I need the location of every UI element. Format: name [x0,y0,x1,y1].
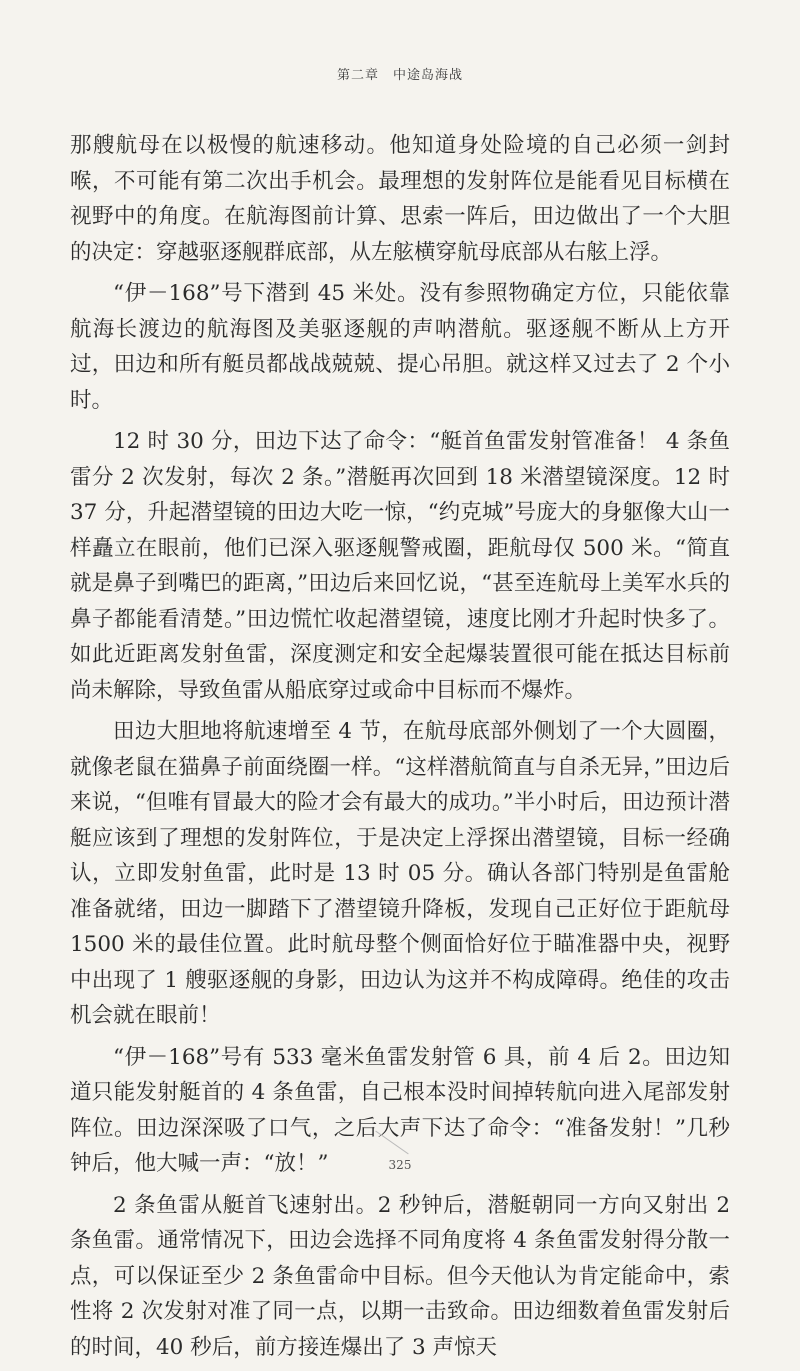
paragraph: 那艘航母在以极慢的航速移动。他知道身处险境的自己必须一剑封喉，不可能有第二次出手机会。最理想的发射阵位是能看见目标横在视野中的角度。在航海图前计算、思索一阵后，田边做出了一个大胆的决定：穿越驱逐舰群底部，从左舷横穿航母底部从右舷上浮。 [70,133,730,265]
paragraph: “伊－168”号下潜到 45 米处。没有参照物确定方位，只能依靠航海长渡边的航海图及美驱逐舰的声呐潜航。驱逐舰不断从上方开过，田边和所有艇员都战战兢兢、提心吊胆。就这样又过去了 2 个小时。 [70,281,730,413]
paragraph: “伊－168”号有 533 毫米鱼雷发射管 6 具，前 4 后 2。田边知道只能发射艇首的 4 条鱼雷，自己根本没时间掉转航向进入尾部发射阵位。田边深深吸了口气，之后大声下达了命令：“准备发射！”几秒钟后，他大喊一声：“放！” [70,1044,730,1176]
running-header: 第二章 中途岛海战 [336,68,463,83]
paragraph: 12 时 30 分，田边下达了命令：“艇首鱼雷发射管准备！ 4 条鱼雷分 2 次发射，每次 2 条。”潜艇再次回到 18 米潜望镜深度。12 时 37 分，升起潜望镜的田边大吃一惊，“约克城”号庞大的身躯像大山一样矗立在眼前，他们已深入驱逐舰警戒圈，距航母仅 500 米。“简直就是鼻子到嘴巴的距离，”田边后来回忆说，“甚至连航母上美军水兵的鼻子都能看清楚。”田边慌忙收起潜望镜，速度比刚才升起时快多了。如此近距离发射鱼雷，深度测定和安全起爆装置很可能在抵达目标前尚未解除，导致鱼雷从船底穿过或命中目标而不爆炸。 [70,429,730,703]
page-number: 325 [388,1158,412,1172]
paragraph: 田边大胆地将航速增至 4 节，在航母底部外侧划了一个大圆圈，就像老鼠在猫鼻子前面绕圈一样。“这样潜航简直与自杀无异，”田边后来说，“但唯有冒最大的险才会有最大的成功。”半小时后，田边预计潜艇应该到了理想的发射阵位，于是决定上浮探出潜望镜，目标一经确认，立即发射鱼雷，此时是 13 时 05 分。确认各部门特别是鱼雷舱准备就绪，田边一脚踏下了潜望镜升降板，发现自己正好位于距航母 1500 米的最佳位置。此时航母整个侧面恰好位于瞄准器中央，视野中出现了 1 艘驱逐舰的身影，田边认为这并不构成障碍。绝佳的攻击机会就在眼前！ [70,719,730,1028]
paragraph: 2 条鱼雷从艇首飞速射出。2 秒钟后，潜艇朝同一方向又射出 2 条鱼雷。通常情况下，田边会选择不同角度将 4 条鱼雷发射得分散一点，可以保证至少 2 条鱼雷命中目标。但今天他认为肯定能命中，索性将 2 次发射对准了同一点，以期一击致命。田边细数着鱼雷发射后的时间，40 秒后，前方接连爆出了 3 声惊天 [70,1192,730,1360]
body-text [70,128,730,1371]
